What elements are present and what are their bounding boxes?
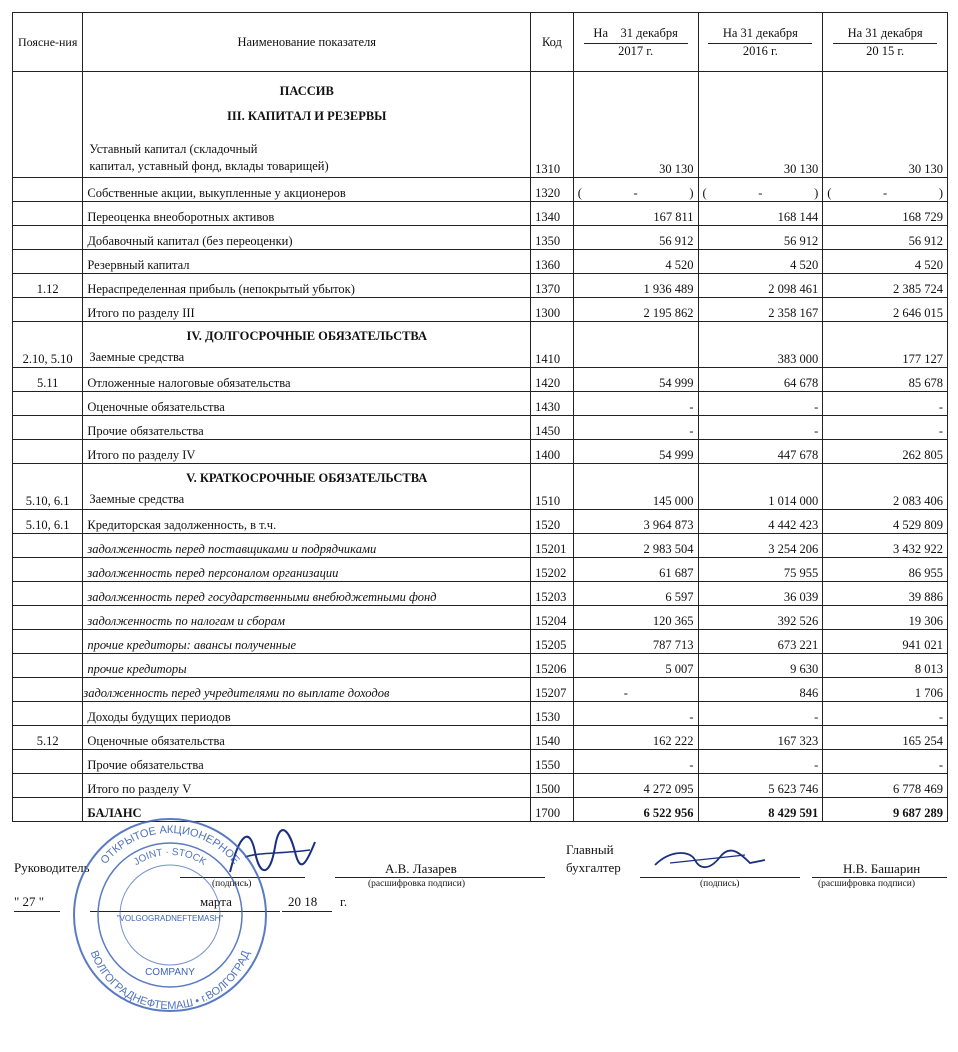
row-1520-v3: 4 529 809 — [823, 510, 948, 534]
row-1410-v1 — [573, 322, 698, 368]
paren-open: ( — [827, 186, 832, 200]
row-1530-v1: - — [573, 702, 698, 726]
row-1540-v3: 165 254 — [823, 726, 948, 750]
row-15204-code: 15204 — [531, 606, 574, 630]
row-1540-code: 1540 — [531, 726, 574, 750]
row-1520-v1: 3 964 873 — [573, 510, 698, 534]
row-1370-v2: 2 098 461 — [698, 274, 823, 298]
table-row — [13, 774, 948, 798]
row-15206-name: прочие кредиторы — [83, 654, 531, 678]
paren-open: ( — [577, 186, 582, 200]
row-1700-v3: 9 687 289 — [823, 798, 948, 822]
row-15201-v1: 2 983 504 — [573, 534, 698, 558]
row-1450-v1: - — [573, 416, 698, 440]
row-1450-code: 1450 — [531, 416, 574, 440]
paren-close: ) — [689, 186, 694, 200]
row-15201-v3: 3 432 922 — [823, 534, 948, 558]
balance-sheet-table — [12, 12, 948, 822]
row-1350-v1: 56 912 — [573, 226, 698, 250]
row-1310-v3: 30 130 — [823, 72, 948, 178]
row-1510-note: 5.10, 6.1 — [13, 464, 83, 510]
header-note: Поясне-ния — [13, 13, 83, 72]
date-g: г. — [340, 894, 348, 909]
row-1410-v3: 177 127 — [823, 322, 948, 368]
header-row — [13, 13, 948, 72]
row-15202-v3: 86 955 — [823, 558, 948, 582]
row-1340-v3: 168 729 — [823, 202, 948, 226]
row-1360-code: 1360 — [531, 250, 574, 274]
row-1370-note: 1.12 — [13, 274, 83, 298]
date-month: марта — [200, 894, 232, 909]
row-1550-name: Прочие обязательства — [83, 750, 531, 774]
chief-signature-line — [640, 877, 800, 878]
table-row — [13, 534, 948, 558]
row-1340-code: 1340 — [531, 202, 574, 226]
row-1430-v2: - — [698, 392, 823, 416]
date-day-line — [14, 911, 60, 912]
row-15202-name: задолженность перед персоналом организации — [83, 558, 531, 582]
table-row — [13, 702, 948, 726]
row-1350-v2: 56 912 — [698, 226, 823, 250]
table-row — [13, 606, 948, 630]
header-col2-top: На 31 декабря — [722, 25, 798, 40]
row-15206-code: 15206 — [531, 654, 574, 678]
header-name: Наименование показателя — [83, 13, 531, 72]
row-1520-name: Кредиторская задолженность, в т.ч. — [83, 510, 531, 534]
row-1320-v2: - — [758, 186, 763, 200]
head-rasshifrovka-caption: (расшифровка подписи) — [368, 879, 465, 889]
row-1450-v2: - — [698, 416, 823, 440]
row-15205-code: 15205 — [531, 630, 574, 654]
table-row — [13, 464, 948, 510]
row-1430-name: Оценочные обязательства — [83, 392, 531, 416]
row-1300-v3: 2 646 015 — [823, 298, 948, 322]
row-1350-code: 1350 — [531, 226, 574, 250]
row-1360-name: Резервный капитал — [83, 250, 531, 274]
row-15207-v3: 1 706 — [823, 678, 948, 702]
row-1400-name: Итого по разделу IV — [83, 440, 531, 464]
row-1500-v3: 6 778 469 — [823, 774, 948, 798]
row-1540-v2: 167 323 — [698, 726, 823, 750]
row-1550-v3: - — [823, 750, 948, 774]
row-1520-note: 5.10, 6.1 — [13, 510, 83, 534]
row-1550-code: 1550 — [531, 750, 574, 774]
row-15203-code: 15203 — [531, 582, 574, 606]
row-1420-v1: 54 999 — [573, 368, 698, 392]
table-row — [13, 72, 948, 178]
row-1310-name-2: капитал, уставный фонд, вклады товарищей) — [89, 159, 329, 173]
row-1550-v1: - — [573, 750, 698, 774]
row-1520-code: 1520 — [531, 510, 574, 534]
row-1530-v3: - — [823, 702, 948, 726]
row-1300-v2: 2 358 167 — [698, 298, 823, 322]
row-15202-v2: 75 955 — [698, 558, 823, 582]
row-15203-v3: 39 886 — [823, 582, 948, 606]
row-1500-v1: 4 272 095 — [573, 774, 698, 798]
row-1540-name: Оценочные обязательства — [83, 726, 531, 750]
row-15202-code: 15202 — [531, 558, 574, 582]
row-1400-v3: 262 805 — [823, 440, 948, 464]
row-1370-name: Нераспределенная прибыль (непокрытый убыток) — [83, 274, 531, 298]
row-1320-v1: - — [633, 186, 638, 200]
row-15207-v1: - — [573, 678, 698, 702]
table-row — [13, 298, 948, 322]
row-1310-v2: 30 130 — [698, 72, 823, 178]
row-1370-code: 1370 — [531, 274, 574, 298]
row-1540-note: 5.12 — [13, 726, 83, 750]
row-1450-name: Прочие обязательства — [83, 416, 531, 440]
stamp-outer-bottom: ВОЛГОГРАДНЕФТЕМАШ • г.ВОЛГОГРАД — [87, 948, 253, 1013]
row-15204-v3: 19 306 — [823, 606, 948, 630]
chief-label-2: бухгалтер — [566, 860, 621, 875]
row-1510-v1: 145 000 — [573, 464, 698, 510]
row-1340-v2: 168 144 — [698, 202, 823, 226]
row-1310-name-1: Уставный капитал (складочный — [89, 142, 258, 156]
row-1310-v1: 30 130 — [573, 72, 698, 178]
row-1520-v2: 4 442 423 — [698, 510, 823, 534]
row-1400-code: 1400 — [531, 440, 574, 464]
stamp-inner: JOINT · STOCK — [131, 846, 209, 868]
row-1430-code: 1430 — [531, 392, 574, 416]
table-row — [13, 178, 948, 202]
row-1340-v1: 167 811 — [573, 202, 698, 226]
stamp-company: COMPANY — [145, 967, 195, 978]
section-5-title: V. КРАТКОСРОЧНЫЕ ОБЯЗАТЕЛЬСТВА — [186, 471, 428, 485]
row-15206-v1: 5 007 — [573, 654, 698, 678]
table-row — [13, 510, 948, 534]
header-col3-top: На 31 декабря — [847, 25, 923, 40]
row-1320-name: Собственные акции, выкупленные у акционеров — [83, 178, 531, 202]
row-1360-v3: 4 520 — [823, 250, 948, 274]
header-col3-year: 20 15 г. — [833, 43, 937, 59]
row-1300-name: Итого по разделу III — [83, 298, 531, 322]
row-1370-v3: 2 385 724 — [823, 274, 948, 298]
chief-rasshifrovka-caption: (расшифровка подписи) — [818, 879, 915, 889]
row-1400-v2: 447 678 — [698, 440, 823, 464]
table-row — [13, 654, 948, 678]
row-15206-v2: 9 630 — [698, 654, 823, 678]
row-1410-name: Заемные средства — [89, 350, 185, 364]
row-1320-v3: - — [883, 186, 888, 200]
header-col2-year: 2016 г. — [708, 43, 812, 59]
paren-open: ( — [702, 186, 707, 200]
row-1360-v2: 4 520 — [698, 250, 823, 274]
row-1350-v3: 56 912 — [823, 226, 948, 250]
row-15201-code: 15201 — [531, 534, 574, 558]
table-row — [13, 322, 948, 368]
row-1360-v1: 4 520 — [573, 250, 698, 274]
row-1340-name: Переоценка внеоборотных активов — [83, 202, 531, 226]
row-1420-note: 5.11 — [13, 368, 83, 392]
row-1320-code: 1320 — [531, 178, 574, 202]
row-15201-v2: 3 254 206 — [698, 534, 823, 558]
row-1500-name: Итого по разделу V — [83, 774, 531, 798]
row-1510-v3: 2 083 406 — [823, 464, 948, 510]
row-1410-note: 2.10, 5.10 — [13, 322, 83, 368]
table-row — [13, 558, 948, 582]
row-1550-v2: - — [698, 750, 823, 774]
row-1540-v1: 162 222 — [573, 726, 698, 750]
row-1300-code: 1300 — [531, 298, 574, 322]
row-1400-v1: 54 999 — [573, 440, 698, 464]
row-1510-v2: 1 014 000 — [698, 464, 823, 510]
row-1700-name: БАЛАНС — [83, 798, 531, 822]
head-name: А.В. Лазарев — [385, 861, 457, 876]
row-1510-name: Заемные средства — [89, 492, 185, 506]
row-1420-code: 1420 — [531, 368, 574, 392]
table-row — [13, 274, 948, 298]
header-col1-top: На 31 декабря — [593, 25, 678, 40]
row-15205-name: прочие кредиторы: авансы полученные — [83, 630, 531, 654]
header-code: Код — [531, 13, 574, 72]
row-1420-v3: 85 678 — [823, 368, 948, 392]
chief-name-line — [812, 877, 947, 878]
row-15207-name: задолженность перед учредителями по выплате доходов — [83, 678, 531, 702]
date-day: " 27 " — [14, 894, 45, 909]
row-15202-v1: 61 687 — [573, 558, 698, 582]
row-15205-v3: 941 021 — [823, 630, 948, 654]
chief-podpis-caption: (подпись) — [700, 879, 740, 889]
chief-name: Н.В. Башарин — [843, 861, 921, 876]
chief-label-1: Главный — [566, 842, 614, 857]
header-col1-year: 2017 г. — [584, 43, 688, 59]
row-15206-v3: 8 013 — [823, 654, 948, 678]
chief-handwritten-signature — [650, 845, 770, 875]
table-row — [13, 750, 948, 774]
section-4-title: IV. ДОЛГОСРОЧНЫЕ ОБЯЗАТЕЛЬСТВА — [186, 329, 428, 343]
stamp-outer-top: ОТКРЫТОЕ АКЦИОНЕРНОЕ — [98, 823, 242, 867]
header-col2 — [698, 13, 823, 72]
row-1530-name: Доходы будущих периодов — [83, 702, 531, 726]
row-1530-code: 1530 — [531, 702, 574, 726]
head-name-line — [335, 877, 545, 878]
row-1700-v2: 8 429 591 — [698, 798, 823, 822]
company-stamp — [70, 815, 270, 1015]
row-1430-v3: - — [823, 392, 948, 416]
row-1700-v1: 6 522 956 — [573, 798, 698, 822]
head-label: Руководитель — [14, 860, 90, 875]
row-1350-name: Добавочный капитал (без переоценки) — [83, 226, 531, 250]
row-1430-v1: - — [573, 392, 698, 416]
row-15203-name: задолженность перед государственными внебюджетными фонд — [83, 582, 531, 606]
section-3-title: III. КАПИТАЛ И РЕЗЕРВЫ — [227, 109, 387, 123]
table-row — [13, 392, 948, 416]
row-1300-v1: 2 195 862 — [573, 298, 698, 322]
passiv-title: ПАССИВ — [279, 84, 334, 98]
row-1420-v2: 64 678 — [698, 368, 823, 392]
table-row — [13, 416, 948, 440]
header-col3 — [823, 13, 948, 72]
row-15207-v2: 846 — [698, 678, 823, 702]
table-row — [13, 582, 948, 606]
row-15205-v1: 787 713 — [573, 630, 698, 654]
row-1370-v1: 1 936 489 — [573, 274, 698, 298]
stamp-center: "VOLGOGRADNEFTEMASH" — [116, 914, 224, 923]
table-row — [13, 440, 948, 464]
row-1510-code: 1510 — [531, 464, 574, 510]
date-year: 20 18 — [288, 894, 318, 909]
row-1530-v2: - — [698, 702, 823, 726]
table-row — [13, 226, 948, 250]
row-15204-v2: 392 526 — [698, 606, 823, 630]
row-1410-v2: 383 000 — [698, 322, 823, 368]
row-15207-code: 15207 — [531, 678, 574, 702]
table-row — [13, 202, 948, 226]
row-1500-v2: 5 623 746 — [698, 774, 823, 798]
row-15203-v2: 36 039 — [698, 582, 823, 606]
table-row — [13, 726, 948, 750]
head-podpis-caption: (подпись) — [212, 879, 252, 889]
row-15201-name: задолженность перед поставщиками и подрядчиками — [83, 534, 531, 558]
paren-close: ) — [814, 186, 819, 200]
row-15204-v1: 120 365 — [573, 606, 698, 630]
table-row — [13, 250, 948, 274]
row-1450-v3: - — [823, 416, 948, 440]
header-col1 — [573, 13, 698, 72]
row-1310-code: 1310 — [531, 72, 574, 178]
date-year-line — [282, 911, 332, 912]
table-row — [13, 678, 948, 702]
table-row — [13, 630, 948, 654]
row-15203-v1: 6 597 — [573, 582, 698, 606]
row-15204-name: задолженность по налогам и сборам — [83, 606, 531, 630]
row-15205-v2: 673 221 — [698, 630, 823, 654]
row-1700-code: 1700 — [531, 798, 574, 822]
paren-close: ) — [938, 186, 943, 200]
table-row — [13, 368, 948, 392]
row-1500-code: 1500 — [531, 774, 574, 798]
row-1420-name: Отложенные налоговые обязательства — [83, 368, 531, 392]
row-1410-code: 1410 — [531, 322, 574, 368]
